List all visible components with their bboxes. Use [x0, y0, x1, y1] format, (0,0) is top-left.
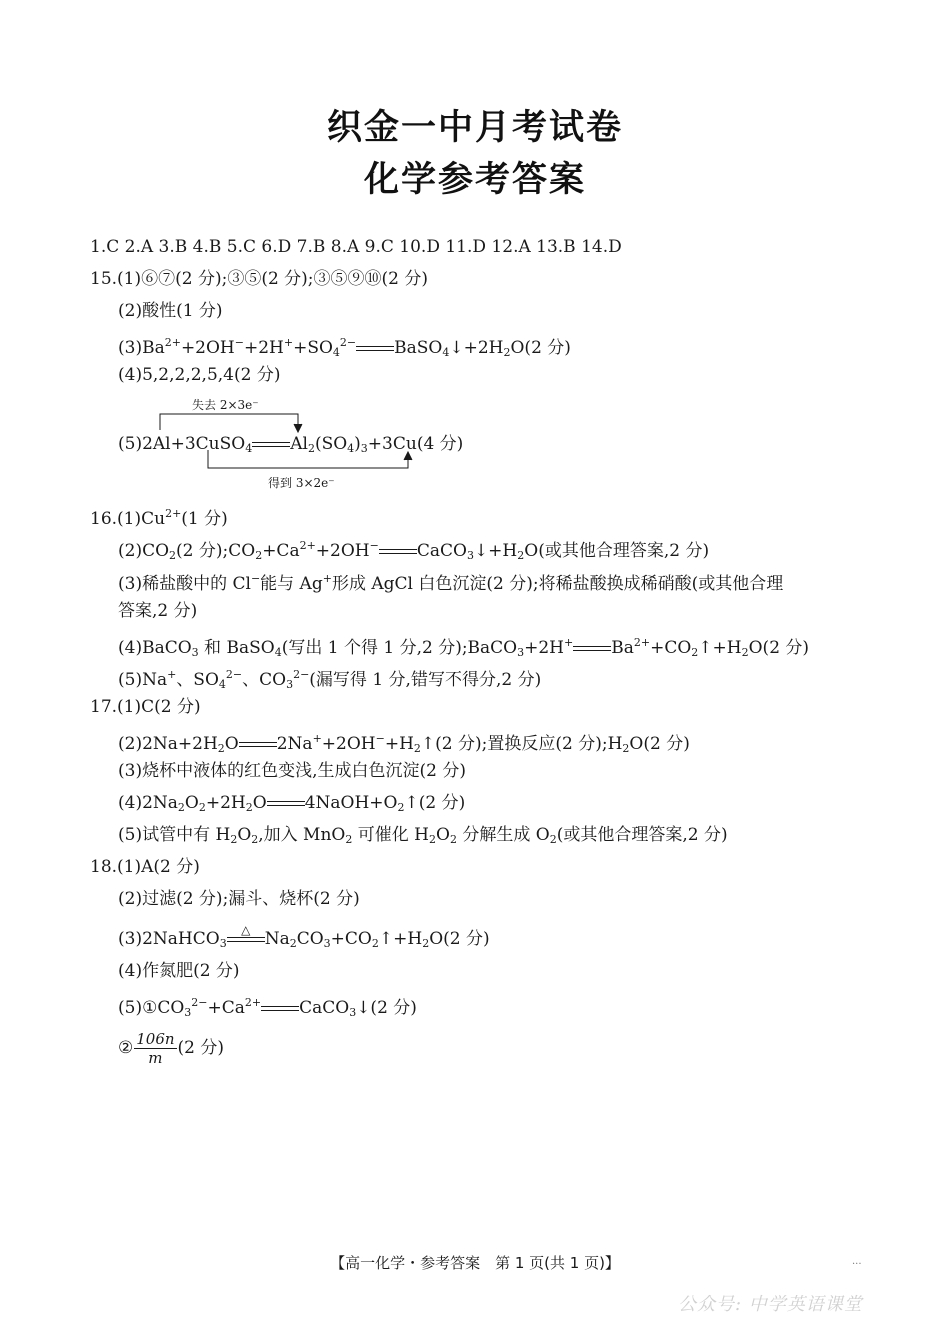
q15-part1: 15.(1)⑥⑦(2 分);③⑤(2 分);③⑤⑨⑩(2 分) — [90, 269, 429, 289]
q18-part2: (2)过滤(2 分);漏斗、烧杯(2 分) — [118, 889, 360, 909]
electron-loss-label: 失去 2×3e⁻ — [192, 398, 259, 412]
q18-part4: (4)作氮肥(2 分) — [118, 961, 240, 981]
page-footer: 【高一化学・参考答案 第 1 页(共 1 页)】 — [330, 1254, 620, 1272]
q17-part1: 17.(1)C(2 分) — [90, 697, 201, 717]
q16-part4: (4)BaCO$_3$ 和 BaSO$_4$(写出 1 个得 1 分,2 分);BaCO$_3$+2H+ $Ba^{2+}+CO_2↑+H_2O(2$ 分) — [118, 636, 810, 659]
q17-part3: (3)烧杯中液体的红色变浅,生成白色沉淀(2 分) — [118, 761, 466, 781]
electron-loss-bracket — [160, 414, 298, 430]
electron-loss-arrowhead — [294, 424, 302, 432]
page-title: 织金一中月考试卷 — [326, 108, 623, 148]
equals-sign — [573, 644, 611, 654]
footer-dots: ... — [852, 1256, 862, 1267]
q18-part1: 18.(1)A(2 分) — [90, 857, 200, 877]
equals-sign — [379, 547, 417, 557]
equals-sign — [356, 344, 394, 354]
watermark: 公众号: 中学英语课堂 — [678, 1294, 863, 1315]
q15-part3: $(3)Ba^{2+}+2OH^-+2H^++SO_4^{2-}$ $BaSO_4↓+2H_2O(2$ 分) — [118, 336, 571, 359]
equals-sign — [261, 1004, 299, 1014]
page-subtitle: 化学参考答案 — [363, 160, 586, 200]
q18-part5: $(5)①CO_3^{2-}+Ca^{2+}$ CaCO$_3$↓(2 分) — [118, 996, 417, 1019]
q15-part2: (2)酸性(1 分) — [118, 301, 223, 321]
q16-part3-continued: 答案,2 分) — [118, 601, 198, 621]
q15-part4: (4)5,2,2,2,5,4(2 分) — [118, 365, 281, 385]
multiple-choice-answers: 1.C 2.A 3.B 4.B 5.C 6.D 7.B 8.A 9.C 10.D 11.D 12.A 13.B 14.D — [90, 237, 622, 257]
q17-part4: $(4)2Na_2O_2+2H_2O$ $4NaOH+O_2↑(2$ 分) — [118, 793, 466, 814]
q16-part5: (5)Na+、$SO_4^{2-}$、$CO_3^{2-}$(漏写得 1 分,错写不得分,2 分) — [118, 668, 542, 691]
equals-sign — [239, 740, 277, 750]
heat-equals-sign: △ — [227, 935, 265, 945]
q15-part5: (5)2Al+3CuSO$_4$ $Al_2(SO_4)_3+3Cu(4$ 分) — [118, 434, 464, 455]
q16-part3: (3)稀盐酸中的 Cl−能与 Ag+形成 AgCl 白色沉淀(2 分);将稀盐酸换成稀硝酸(或其他合理 — [118, 572, 784, 594]
q18-part6: ② $\frac{106n}{m}$ (2 分) — [118, 1030, 225, 1067]
q18-part3: (3)2NaHCO$_3$ △ $Na_2CO_3+CO_2↑+H_2O(2$ 分) — [118, 922, 490, 950]
q16-part1: $16.(1)Cu^{2+}(1$ 分) — [90, 507, 228, 529]
q17-part2: $(2)2Na+2H_2O$ $2Na^++2OH^-+H_2↑(2$ 分);置换反应(2 分)$;H_2O(2$ 分) — [118, 732, 690, 755]
fraction: $\frac{106n}{m}$ — [136, 1030, 175, 1067]
equals-sign — [252, 440, 290, 450]
equals-sign — [267, 799, 305, 809]
q17-part5: (5)试管中有 $H_2O_2$,加入 MnO$_2$ 可催化 $H_2O_2$ 分解生成 $O_2$(或其他合理答案,2 分) — [118, 825, 728, 846]
q16-part2: $(2)CO_2(2$ 分)$;CO_2+Ca^{2+}+2OH^-$ $CaCO_3↓+H_2O$(或其他合理答案,2 分) — [118, 539, 710, 562]
electron-gain-label: 得到 3×2e⁻ — [268, 476, 335, 490]
